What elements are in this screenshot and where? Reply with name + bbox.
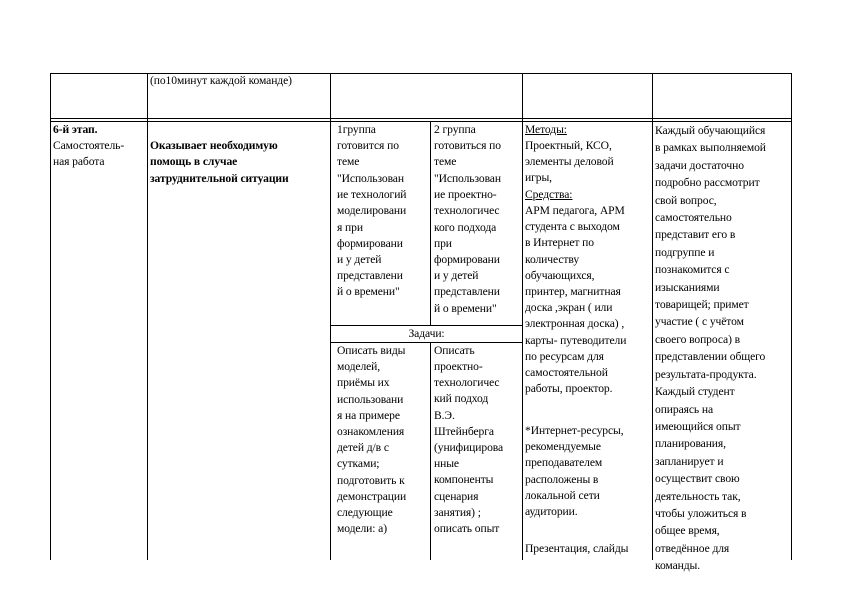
group1-intro: 1группа готовится по теме bbox=[337, 123, 399, 169]
col-border-2 bbox=[330, 73, 331, 560]
teacher-action bbox=[150, 122, 289, 187]
means-label: Средства: bbox=[525, 188, 573, 201]
col-border-4 bbox=[652, 73, 653, 560]
group2-task: проектно- технологичес кий подход В.Э. Штейнберга (унифицирова нные компоненты сценария занятия) ; описать опыт bbox=[434, 360, 504, 536]
col-border-groups bbox=[430, 121, 431, 325]
group1-topic: "Использован ие технологий моделировани я при формировани и у детей представлени й о времени" bbox=[337, 172, 407, 299]
presentation-note: Презентация, слайды bbox=[525, 542, 629, 555]
trainer-note: (по10минут каждой команде) bbox=[150, 74, 292, 87]
stage-name: Самостоятель- ная работа bbox=[53, 139, 125, 169]
means-text: АРМ педагога, АРМ студента с выходом в Интернет по количеству обучающихся, принтер, магнитная доска ,экран ( или электронная доска) , карты- путеводители по ресурсам для самостоятельной работы, проектор. bbox=[525, 204, 627, 396]
col-border-right bbox=[791, 73, 792, 560]
teacher-action-text: Оказывает необходимую помощь в случае затруднительной ситуации bbox=[150, 139, 289, 185]
resources-note: *Интернет-ресурсы, рекомендуемые преподавателем расположены в локальной сети аудитории. bbox=[525, 424, 624, 519]
methods-label: Методы: bbox=[525, 123, 567, 136]
row-divider bbox=[50, 118, 792, 119]
col-border-groups-lower bbox=[430, 342, 431, 560]
group2-task-title: Описать bbox=[434, 344, 475, 357]
group2-intro: 2 группа готовиться по теме bbox=[434, 123, 501, 169]
methods-text: Проектный, КСО, элементы деловой игры, bbox=[525, 139, 614, 185]
group2-topic: "Использован ие проектно- технологичес кого подхода при формировани и у детей представлени й о времени" bbox=[434, 172, 501, 315]
stage-label: 6-й этап. bbox=[53, 123, 98, 136]
col-border-3 bbox=[522, 73, 523, 560]
col-border-1 bbox=[147, 73, 148, 560]
tasks-header: Задачи: bbox=[408, 327, 445, 340]
group1-task: Описать виды моделей, приёмы их использовани я на примере ознакомления детей д/в с сутками; подготовить к демонстрации следующие модели: а) bbox=[337, 344, 407, 536]
result-text: Каждый обучающийся в рамках выполняемой задачи достаточно подробно рассмотрит свой вопрос, самостоятельно представит его в подгруппе и познакомится с изысканиями товарищей; примет участие ( с учётом своего вопроса) в представлении общего результата-продукта. Каждый студент опираясь на имеющийся опыт планирования, запланирует и осуществит свою деятельность так, чтобы уложиться в общее время, отведённое для команды. bbox=[655, 124, 766, 573]
col-border-left bbox=[50, 73, 51, 560]
